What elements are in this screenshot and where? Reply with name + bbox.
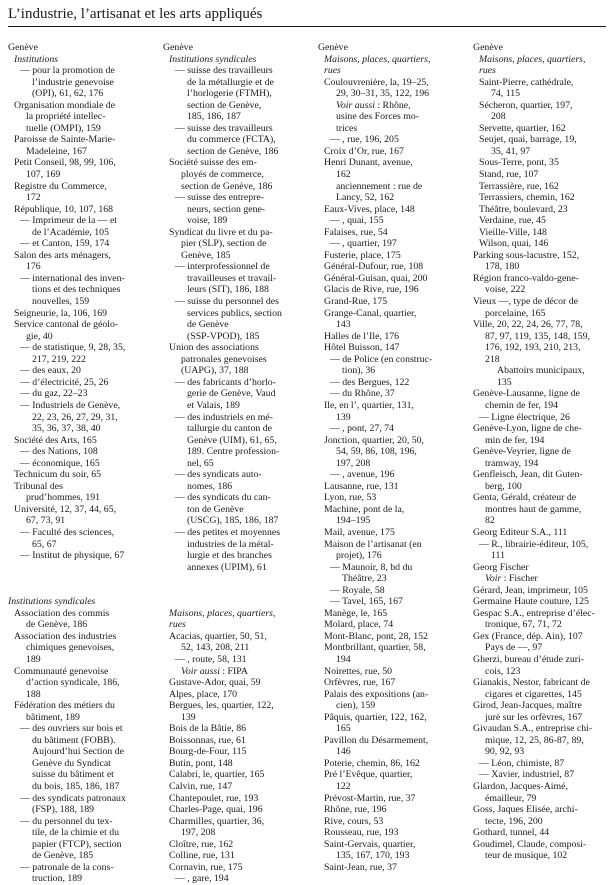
index-entry: Gherzi, bureau d’étude zuri- bbox=[473, 653, 584, 665]
index-entry: Genève bbox=[473, 42, 503, 53]
index-entry: 139 bbox=[336, 411, 351, 423]
index-entry: Bois de la Bâtie, 86 bbox=[169, 723, 247, 735]
index-entry: tile, de la chimie et du bbox=[32, 827, 120, 839]
index-entry: Voir : Fischer bbox=[485, 573, 538, 585]
index-entry: travailleuses et travail- bbox=[187, 272, 277, 284]
index-entry: — de Police (en construc- bbox=[330, 353, 433, 365]
index-entry: industries de la métal- bbox=[187, 538, 274, 550]
index-entry: — Faculté des sciences, bbox=[20, 526, 115, 538]
index-entry: tecte, 196, 200 bbox=[485, 815, 543, 827]
index-entry: patronales genevoises bbox=[181, 353, 267, 365]
index-spacer bbox=[163, 585, 307, 597]
index-entry: chimiques genevoises, bbox=[26, 642, 115, 654]
index-entry: Verdaine, rue, 45 bbox=[479, 215, 546, 227]
index-entry: Bourg-de-Four, 115 bbox=[169, 746, 247, 758]
index-entry: Vieille-Ville, 148 bbox=[479, 226, 547, 238]
index-entry: Syndicat du livre et du pa- bbox=[169, 226, 273, 238]
index-entry: 185, 186, 187 bbox=[187, 111, 241, 123]
index-entry: Communauté genevoise bbox=[14, 665, 109, 677]
index-section-heading: rues bbox=[324, 65, 341, 77]
index-entry: Paroisse de Sainte-Marie- bbox=[14, 134, 116, 146]
index-entry: Gustave-Ador, quai, 59 bbox=[169, 677, 261, 689]
index-entry: 111 bbox=[491, 550, 505, 562]
index-entry: Lausanne, rue, 131 bbox=[324, 480, 399, 492]
index-entry: — patronale de la cons- bbox=[20, 861, 114, 873]
index-entry: (OPI), 61, 62, 176 bbox=[32, 88, 104, 100]
index-entry: — des fabricants d’horlo- bbox=[175, 376, 276, 388]
index-entry: Gespac S.A., entreprise d’élec- bbox=[473, 607, 595, 619]
index-entry: 176 bbox=[26, 261, 41, 273]
index-entry: montres haut de gamme, bbox=[485, 503, 582, 515]
index-entry: 52, 143, 208, 211 bbox=[181, 642, 250, 654]
index-entry: Girod, Jean-Jacques, maître bbox=[473, 700, 582, 712]
index-entry: Université, 12, 37, 44, 65, bbox=[14, 503, 117, 515]
index-entry: Pays de —, 97 bbox=[485, 642, 543, 654]
index-entry: Maison de l’artisanat (en bbox=[324, 538, 422, 550]
index-entry: cigares et cigarettes, 145 bbox=[485, 688, 582, 700]
index-entry: Aujourd’hui Section de bbox=[32, 746, 124, 758]
index-entry: Société des Arts, 165 bbox=[14, 434, 97, 446]
index-entry: Salon des arts ménagers, bbox=[14, 249, 111, 261]
index-entry: — des eaux, 20 bbox=[20, 365, 81, 377]
index-entry: Petit Conseil, 98, 99, 106, bbox=[14, 157, 116, 169]
index-entry: section de Genève, 186 bbox=[181, 180, 273, 192]
index-entry: Région franco-valdo-gene- bbox=[473, 272, 579, 284]
index-entry: — pour la promotion de bbox=[20, 65, 115, 77]
index-entry: Association des commis bbox=[14, 607, 110, 619]
index-entry: (FSP), 188, 189 bbox=[32, 804, 95, 816]
index-entry: 35, 36, 37, 38, 40 bbox=[32, 423, 101, 435]
index-entry: 218 bbox=[485, 353, 500, 365]
index-entry: Sécheron, quartier, 197, bbox=[479, 99, 573, 111]
index-entry: — , avenue, 196 bbox=[330, 469, 395, 481]
index-entry: Cornavin, rue, 175 bbox=[169, 861, 243, 873]
index-entry: Falaises, rue, 54 bbox=[324, 226, 388, 238]
index-entry: Gérard, Jean, imprimeur, 105 bbox=[473, 584, 588, 596]
index-entry: 189. Centre profession- bbox=[187, 446, 280, 458]
index-entry: de l’Académie, 105 bbox=[32, 226, 109, 238]
index-entry: Lyon, rue, 53 bbox=[324, 492, 377, 504]
index-entry: Palais des expositions (an- bbox=[324, 688, 429, 700]
index-entry: Prévost-Martin, rue, 37 bbox=[324, 792, 416, 804]
index-entry: section de Genève, 186 bbox=[187, 145, 279, 157]
index-entry: du bâtiment (FOBB). bbox=[32, 734, 116, 746]
index-entry: 176, 192, 193, 210, 213, bbox=[485, 342, 581, 354]
index-entry: Montbrillant, quartier, 58, bbox=[324, 642, 426, 654]
index-entry: de Genève bbox=[187, 319, 229, 331]
index-entry: section de Genève, bbox=[187, 99, 262, 111]
index-entry: neurs, section gene- bbox=[187, 203, 266, 215]
page-title: L’industrie, l’artisanat et les arts appliqués bbox=[8, 6, 263, 22]
index-entry: 162 bbox=[336, 169, 351, 181]
index-entry: Grand-Rue, 175 bbox=[324, 296, 388, 308]
index-entry: tronique, 67, 71, 72 bbox=[485, 619, 562, 631]
index-entry: annexes (UPIM), 61 bbox=[187, 561, 267, 573]
index-entry: 165 bbox=[336, 723, 351, 735]
index-entry: — des petites et moyennes bbox=[175, 526, 281, 538]
index-entry: — des ouvriers sur bois et bbox=[20, 723, 123, 735]
index-entry: Calvin, rue, 147 bbox=[169, 781, 233, 792]
index-section-heading: Institutions syndicales bbox=[8, 596, 96, 608]
index-entry: — Maunoir, 8, bd du bbox=[330, 561, 413, 573]
index-column-3 bbox=[318, 42, 462, 873]
index-columns bbox=[8, 42, 608, 885]
index-spacer bbox=[163, 573, 307, 585]
index-entry: 35, 41, 97 bbox=[491, 145, 531, 157]
index-entry: Georg Editeur S.A., 111 bbox=[473, 526, 568, 538]
index-entry: truction, 189 bbox=[32, 873, 83, 885]
index-entry: nouvelles, 159 bbox=[32, 296, 90, 308]
index-entry: Manège, le, 165 bbox=[324, 607, 388, 619]
index-entry: tion), 36 bbox=[342, 365, 376, 377]
index-entry: Givaudan S.A., entreprise chi- bbox=[473, 723, 593, 735]
index-entry: Henri Dunant, avenue, bbox=[324, 157, 413, 169]
index-entry: papier (FTCP), section bbox=[32, 838, 122, 850]
index-column-2 bbox=[163, 42, 307, 885]
index-entry: 197, 208 bbox=[336, 457, 371, 469]
index-entry: Bergues, les, quartier, 122, bbox=[169, 700, 274, 712]
index-entry: Genève du Syndicat bbox=[32, 757, 111, 769]
index-entry: Orfèvres, rue, 167 bbox=[324, 677, 396, 689]
index-entry: (SSP-VPOD), 185 bbox=[187, 330, 260, 342]
index-entry: Terrassiers, chemin, 162 bbox=[479, 192, 575, 204]
index-entry: Glardon, Jacques-Aimé, bbox=[473, 781, 568, 792]
index-entry: Association des industries bbox=[14, 630, 117, 642]
index-entry: tuelle (OMPI), 159 bbox=[26, 122, 101, 134]
index-entry: lurgie et des branches bbox=[187, 550, 272, 562]
index-entry: — de statistique, 9, 28, 35, bbox=[20, 342, 126, 354]
index-section-heading: Institutions syndicales bbox=[169, 53, 257, 65]
index-entry: Genève-Lyon, ligne de che- bbox=[473, 423, 582, 435]
index-entry: Saint-Pierre, cathédrale, bbox=[479, 76, 574, 88]
index-entry: 189 bbox=[26, 653, 41, 665]
index-entry: Genève (UIM), 61, 65, bbox=[187, 434, 277, 446]
index-section-heading: Maisons, places, quartiers, bbox=[169, 607, 276, 619]
index-entry: Butin, pont, 148 bbox=[169, 757, 233, 769]
index-section-heading: Institutions bbox=[14, 53, 59, 65]
index-entry: 172 bbox=[26, 192, 41, 204]
index-entry: voise, 189 bbox=[187, 215, 228, 227]
index-entry: Genta, Gérald, créateur de bbox=[473, 492, 577, 504]
index-entry: Goss, Jaques Elisée, archi- bbox=[473, 804, 578, 816]
index-entry: Registre du Commerce, bbox=[14, 180, 107, 192]
index-entry: — des syndicats auto- bbox=[175, 469, 262, 481]
index-entry: Cloître, rue, 162 bbox=[169, 838, 234, 850]
index-entry: Halles de l’Ile, 176 bbox=[324, 330, 400, 342]
index-entry: Parking sous-lacustre, 152, bbox=[473, 249, 580, 261]
index-entry: 139 bbox=[181, 711, 196, 723]
index-entry: — Industriels de Genève, bbox=[20, 399, 121, 411]
index-entry: min de fer, 194 bbox=[485, 434, 545, 446]
index-entry: Gothard, tunnel, 44 bbox=[473, 827, 550, 839]
index-entry: suisse du bâtiment et bbox=[32, 769, 114, 781]
index-entry: — suisse du personnel des bbox=[175, 296, 279, 308]
index-entry: — Tavel, 165, 167 bbox=[330, 596, 403, 608]
index-entry: porcelaine, 165 bbox=[485, 307, 546, 319]
index-entry: Fusterie, place, 175 bbox=[324, 249, 401, 261]
index-entry: 194 bbox=[336, 653, 351, 665]
index-entry: Genfleisch, Jean, dit Guten- bbox=[473, 469, 583, 481]
index-entry: Gianakis, Nestor, fabricant de bbox=[473, 677, 590, 689]
index-column-4 bbox=[473, 42, 614, 862]
index-entry: Société suisse des em- bbox=[169, 157, 257, 169]
index-entry: Voir aussi : FIPA bbox=[181, 665, 248, 677]
index-entry: — Imprimeur de la — et bbox=[20, 215, 118, 227]
index-entry: Genève bbox=[163, 42, 193, 53]
index-entry: — , quartier, 197 bbox=[330, 238, 397, 250]
index-entry: la propriété intellec- bbox=[26, 111, 106, 123]
index-entry: 82 bbox=[485, 515, 495, 527]
index-entry: 22, 23, 26, 27, 29, 31, bbox=[32, 411, 118, 423]
index-entry: du bois, 185, 186, 187 bbox=[32, 781, 120, 792]
index-entry: 107, 169 bbox=[26, 169, 61, 181]
index-entry: — Ligne électrique, 26 bbox=[479, 411, 570, 423]
index-entry: Général-Dufour, rue, 108 bbox=[324, 261, 424, 273]
index-entry: Vieux —, type de décor de bbox=[473, 296, 578, 308]
index-entry: tallurgie du canton de bbox=[187, 423, 272, 435]
index-entry: Ville, 20, 22, 24, 26, 77, 78, bbox=[473, 319, 583, 331]
index-entry: chemin de fer, 194 bbox=[485, 399, 559, 411]
index-entry: Genève-Lausanne, ligne de bbox=[473, 388, 580, 400]
index-entry: bâtiment, 189 bbox=[26, 711, 80, 723]
index-entry: Genève-Veyrier, ligne de bbox=[473, 446, 571, 458]
index-entry: — , route, 58, 131 bbox=[175, 653, 247, 665]
index-entry: Boissonnas, rue, 61 bbox=[169, 734, 246, 746]
index-spacer bbox=[163, 596, 307, 608]
index-entry: gerie de Genève, Vaud bbox=[187, 388, 276, 400]
index-entry: 65, 67 bbox=[32, 538, 57, 550]
index-entry: Coulouvrenière, la, 19–25, bbox=[324, 76, 429, 88]
index-entry: — et Canton, 159, 174 bbox=[20, 238, 110, 250]
index-entry: 135 bbox=[497, 376, 512, 388]
index-entry: Rive, cours, 53 bbox=[324, 815, 384, 827]
index-entry: — Léon, chimiste, 87 bbox=[479, 757, 565, 769]
index-entry: Abattoirs municipaux, bbox=[497, 365, 585, 377]
index-entry: Union des associations bbox=[169, 342, 259, 354]
index-entry: — , rue, 196, 205 bbox=[330, 134, 399, 146]
index-spacer bbox=[8, 562, 152, 574]
index-entry: Glacis de Rive, rue, 196 bbox=[324, 284, 419, 296]
index-entry: Goudimel, Claude, composi- bbox=[473, 838, 587, 850]
index-entry: 194–195 bbox=[336, 515, 371, 527]
index-entry: 197, 208 bbox=[181, 827, 216, 839]
index-entry: Croix d’Or, rue, 167 bbox=[324, 145, 404, 157]
index-entry: Gex (France, dép. Ain), 107 bbox=[473, 630, 583, 642]
index-entry: Général-Guisan, quai, 200 bbox=[324, 272, 428, 284]
index-entry: (UAPG), 37, 188 bbox=[181, 365, 249, 377]
index-entry: — R., librairie-éditeur, 105, bbox=[479, 538, 589, 550]
index-entry: Genève bbox=[8, 42, 38, 53]
index-entry: de Genève, 186 bbox=[26, 619, 88, 631]
index-entry: Acacias, quartier, 50, 51, bbox=[169, 630, 267, 642]
index-section-heading: rues bbox=[479, 65, 496, 77]
index-entry: 146 bbox=[336, 746, 351, 758]
index-entry: Service cantonal de géolo- bbox=[14, 319, 119, 331]
index-entry: cien), 159 bbox=[336, 700, 376, 712]
index-entry: — des Bergues, 122 bbox=[330, 376, 410, 388]
index-entry: teur de musique, 102 bbox=[485, 850, 568, 862]
index-section-heading: rues bbox=[169, 619, 186, 631]
index-entry: — , gare, 194 bbox=[175, 873, 229, 885]
index-entry: — interprofessionnel de bbox=[175, 261, 270, 273]
index-entry: Mont-Blanc, pont, 28, 152 bbox=[324, 630, 428, 642]
index-entry: tramway, 194 bbox=[485, 457, 539, 469]
index-entry: 143 bbox=[336, 319, 351, 331]
index-entry: Grange-Canal, quartier, bbox=[324, 307, 417, 319]
index-entry: Mail, avenue, 175 bbox=[324, 526, 395, 538]
index-entry: l’horlogerie (FTMH), bbox=[187, 88, 272, 100]
index-entry: — , quai, 155 bbox=[330, 215, 384, 227]
index-entry: Colline, rue, 131 bbox=[169, 850, 235, 862]
index-entry: mique, 12, 25, 86-87, 89, bbox=[485, 734, 584, 746]
index-entry: prud’hommes, 191 bbox=[26, 492, 101, 504]
index-entry: (USCG), 185, 186, 187 bbox=[187, 515, 279, 527]
index-entry: — international des inven- bbox=[20, 272, 125, 284]
index-entry: Seigneurie, la, 106, 169 bbox=[14, 307, 108, 319]
index-section-heading: Maisons, places, quartiers, bbox=[479, 53, 586, 65]
index-entry: Machine, pont de la, bbox=[324, 503, 405, 515]
index-entry: Poterie, chemin, 86, 162 bbox=[324, 757, 420, 769]
index-entry: — Xavier, industriel, 87 bbox=[479, 769, 575, 781]
index-entry: l’industrie genevoise bbox=[32, 76, 114, 88]
index-entry: Saint-Gervais, quartier, bbox=[324, 838, 416, 850]
index-entry: — économique, 165 bbox=[20, 457, 100, 469]
index-entry: trices bbox=[336, 122, 358, 134]
index-entry: Tribunal des bbox=[14, 480, 63, 492]
index-entry: — des Nations, 108 bbox=[20, 446, 98, 458]
index-entry: anciennement : rue de bbox=[336, 180, 423, 192]
index-entry: Noirettes, rue, 50 bbox=[324, 665, 393, 677]
index-entry: services publics, section bbox=[187, 307, 282, 319]
index-entry: Eaux-Vives, place, 148 bbox=[324, 203, 415, 215]
index-entry: — des syndicats du can- bbox=[175, 492, 271, 504]
index-entry: Terrassière, rue, 162 bbox=[479, 180, 559, 192]
index-entry: Pré l’Evêque, quartier, bbox=[324, 769, 413, 781]
index-entry: Chantepoulet, rue, 193 bbox=[169, 792, 259, 804]
index-entry: tions et des techniques bbox=[32, 284, 121, 296]
index-entry: 188 bbox=[26, 688, 41, 700]
index-entry: Molard, place, 74 bbox=[324, 619, 394, 631]
index-entry: d’action syndicale, 186, bbox=[26, 677, 120, 689]
index-entry: Pâquis, quartier, 122, 162, bbox=[324, 711, 427, 723]
index-entry: et Valais, 189 bbox=[187, 399, 240, 411]
index-entry: Seujet, quai, barrage, 19, bbox=[479, 134, 577, 146]
index-entry: Saint-Jean, rue, 37 bbox=[324, 861, 397, 873]
index-entry: de la métallurgie et de bbox=[187, 76, 274, 88]
index-entry: pier (SLP), section de bbox=[181, 238, 267, 250]
index-entry: Madeleine, 167 bbox=[26, 145, 87, 157]
index-spacer bbox=[8, 585, 152, 597]
index-entry: projet), 176 bbox=[336, 550, 382, 562]
index-entry: 122 bbox=[336, 781, 351, 792]
index-entry: — suisse des travailleurs bbox=[175, 122, 273, 134]
index-entry: Ile, en l’, quartier, 131, bbox=[324, 399, 414, 411]
index-entry: Genève bbox=[318, 42, 348, 53]
index-entry: nomes, 186 bbox=[187, 480, 233, 492]
index-entry: 178, 180 bbox=[485, 261, 520, 273]
index-entry: — suisse des travailleurs bbox=[175, 65, 273, 77]
index-entry: 135, 167, 170, 193 bbox=[336, 850, 410, 862]
index-entry: ton de Genève bbox=[187, 503, 244, 515]
index-entry: 90, 92, 93 bbox=[485, 746, 525, 758]
index-entry: Alpes, place, 170 bbox=[169, 688, 238, 700]
index-entry: — du gaz, 22–23 bbox=[20, 388, 88, 400]
index-entry: — du personnel du tex- bbox=[20, 815, 113, 827]
index-entry: République, 10, 107, 168 bbox=[14, 203, 114, 215]
index-entry: nel, 65 bbox=[187, 457, 214, 469]
index-entry: Lancy, 52, 162 bbox=[336, 192, 395, 204]
index-entry: Rhône, rue, 196 bbox=[324, 804, 387, 816]
index-entry: 87, 97, 119, 135, 148, 159, bbox=[485, 330, 590, 342]
index-entry: — Royale, 58 bbox=[330, 584, 385, 596]
index-section-heading: Maisons, places, quartiers, bbox=[324, 53, 431, 65]
index-entry: Pavillon du Désarmement, bbox=[324, 734, 429, 746]
index-entry: Sous-Terre, pont, 35 bbox=[479, 157, 559, 169]
index-entry: Charmilles, quartier, 36, bbox=[169, 815, 265, 827]
index-entry: Hôtel Buisson, 147 bbox=[324, 342, 400, 354]
header-rule bbox=[8, 26, 606, 27]
index-entry: berg, 100 bbox=[485, 480, 522, 492]
index-entry: Théâtre, 23 bbox=[342, 573, 387, 585]
index-entry: 208 bbox=[491, 111, 506, 123]
index-entry: 67, 73, 91 bbox=[26, 515, 66, 527]
index-entry: leurs (SIT), 186, 188 bbox=[187, 284, 269, 296]
index-entry: Jonction, quartier, 20, 50, bbox=[324, 434, 425, 446]
index-entry: Germaine Haute couture, 125 bbox=[473, 596, 589, 608]
index-entry: ployés de commerce, bbox=[181, 169, 264, 181]
index-entry: cois, 123 bbox=[485, 665, 521, 677]
index-entry: Wilson, quai, 146 bbox=[479, 238, 549, 250]
index-spacer bbox=[8, 573, 152, 585]
index-entry: — suisse des entrepre- bbox=[175, 192, 264, 204]
index-entry: — du Rhône, 37 bbox=[330, 388, 395, 400]
index-entry: — d’électricité, 25, 26 bbox=[20, 376, 109, 388]
index-entry: de Genève, 185 bbox=[32, 850, 94, 862]
index-entry: émailleur, 79 bbox=[485, 792, 537, 804]
index-entry: Calabri, le, quartier, 165 bbox=[169, 769, 265, 781]
index-entry: Genève, 185 bbox=[181, 249, 231, 261]
index-entry: — des industriels en mé- bbox=[175, 411, 273, 423]
index-entry: usine des Forces mo- bbox=[336, 111, 419, 123]
index-entry: Voir aussi : Rhône, bbox=[336, 99, 411, 111]
index-entry: gie, 40 bbox=[26, 330, 53, 342]
index-entry: juré sur les orfèvres, 167 bbox=[485, 711, 583, 723]
index-entry: 29, 30–31, 35, 122, 196 bbox=[336, 88, 430, 100]
index-entry: Organisation mondiale de bbox=[14, 99, 116, 111]
index-column-1 bbox=[8, 42, 152, 885]
index-entry: Fédération des métiers du bbox=[14, 700, 115, 712]
index-entry: Servette, quartier, 162 bbox=[479, 122, 566, 134]
index-entry: Charles-Page, quai, 196 bbox=[169, 804, 263, 816]
index-entry: — des syndicats patronaux bbox=[20, 792, 126, 804]
index-entry: Théâtre, boulevard, 23 bbox=[479, 203, 568, 215]
index-entry: — , pont, 27, 74 bbox=[330, 423, 394, 435]
index-entry: Technicum du soir, 65 bbox=[14, 469, 102, 481]
index-entry: Stand, rue, 107 bbox=[479, 169, 539, 181]
index-entry: 74, 115 bbox=[491, 88, 521, 100]
index-entry: 217, 219, 222 bbox=[32, 353, 86, 365]
index-entry: Georg Fischer bbox=[473, 561, 529, 573]
index-entry: Rousseau, rue, 193 bbox=[324, 827, 399, 839]
index-entry: voise, 222 bbox=[485, 284, 526, 296]
index-entry: 54, 59, 86, 108, 196, bbox=[336, 446, 417, 458]
index-entry: — Institut de physique, 67 bbox=[20, 550, 125, 562]
index-entry: du commerce (FCTA), bbox=[187, 134, 276, 146]
